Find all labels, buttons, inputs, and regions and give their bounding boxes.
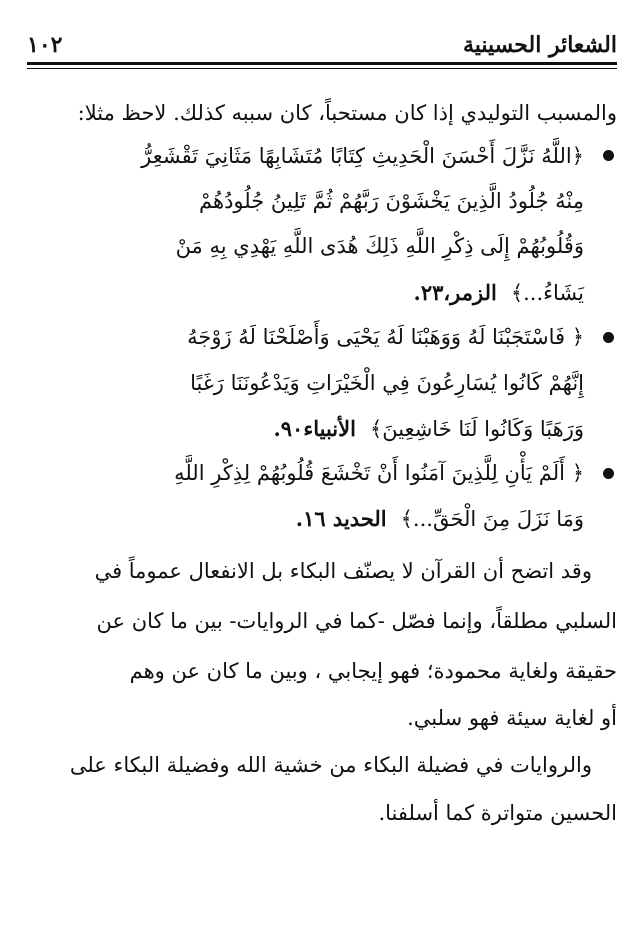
- verse-1-line-3: وَقُلُوبُهُمْ إِلَى ذِكْرِ اللَّهِ ذَلِكَ هُدَى اللَّهِ يَهْدِي بِهِ مَنْ: [175, 234, 584, 258]
- paragraph-1-line-1: وقد اتضح أن القرآن لا يصنّف البكاء بل الانفعال عموماً في: [94, 559, 592, 583]
- verse-2-line-1: ﴿ فَاسْتَجَبْنَا لَهُ وَوَهَبْنَا لَهُ يَحْيَى وَأَصْلَحْنَا لَهُ زَوْجَهُ: [187, 325, 584, 349]
- verse-2-ending: وَرَهَبًا وَكَانُوا لَنَا خَاشِعِينَ﴾: [369, 417, 584, 441]
- paragraph-1-line-2: السلبي مطلقاً، وإنما فصّل -كما في الروايات- بين ما كان عن: [96, 609, 617, 633]
- verse-3-ending: وَمَا نَزَلَ مِنَ الْحَقِّ...﴾: [400, 507, 584, 531]
- paragraph-1-line-3: حقيقة ولغاية محمودة؛ فهو إيجابي ، وبين ما كان عن وهم: [129, 659, 617, 683]
- verse-1-line-4: [414, 278, 585, 308]
- page-header: [27, 28, 617, 62]
- bullet-icon: [603, 468, 614, 479]
- verse-1-line-2: مِنْهُ جُلُودُ الَّذِينَ يَخْشَوْنَ رَبَّهُمْ ثُمَّ تَلِينُ جُلُودُهُمْ: [199, 189, 584, 213]
- verse-2-line-2: إِنَّهُمْ كَانُوا يُسَارِعُونَ فِي الْخَيْرَاتِ وَيَدْعُونَنَا رَغَبًا: [190, 371, 584, 395]
- verse-1-ending: يَشَاءُ...﴾: [510, 281, 584, 305]
- verse-2-line-3: [273, 414, 584, 444]
- intro-line: والمسبب التوليدي إذا كان مستحباً، كان سببه كذلك. لاحظ مثلا:: [77, 101, 617, 125]
- verse-3-line-1: ﴿ أَلَمْ يَأْنِ لِلَّذِينَ آمَنُوا أَنْ تَخْشَعَ قُلُوبُهُمْ لِذِكْرِ اللَّهِ: [174, 461, 584, 485]
- paragraph-2-line-2: الحسين متواترة كما أسلفنا.: [378, 801, 617, 825]
- bullet-icon: [603, 332, 614, 343]
- bullet-icon: [603, 150, 614, 161]
- header-rule-thin: [27, 68, 617, 69]
- header-rule-thick: [27, 62, 617, 65]
- verse-1-line-1: ﴿اللَّهُ نَزَّلَ أَحْسَنَ الْحَدِيثِ كِتَابًا مُتَشَابِهًا مَثَانِيَ تَقْشَعِرُّ: [141, 144, 584, 168]
- verse-3-reference: الحديد ١٦.: [295, 506, 387, 531]
- paragraph-1-line-4: أو لغاية سيئة فهو سلبي.: [407, 706, 617, 730]
- verse-3-line-2: [296, 504, 584, 534]
- verse-1-reference: الزمر،٢٣.: [413, 280, 497, 305]
- verse-2-reference: الأنبياء٩٠.: [273, 416, 356, 441]
- page-number: ١٠٢: [27, 32, 63, 58]
- running-title: الشعائر الحسينية: [462, 32, 617, 58]
- paragraph-2-line-1: والروايات في فضيلة البكاء من خشية الله وفضيلة البكاء على: [69, 753, 592, 777]
